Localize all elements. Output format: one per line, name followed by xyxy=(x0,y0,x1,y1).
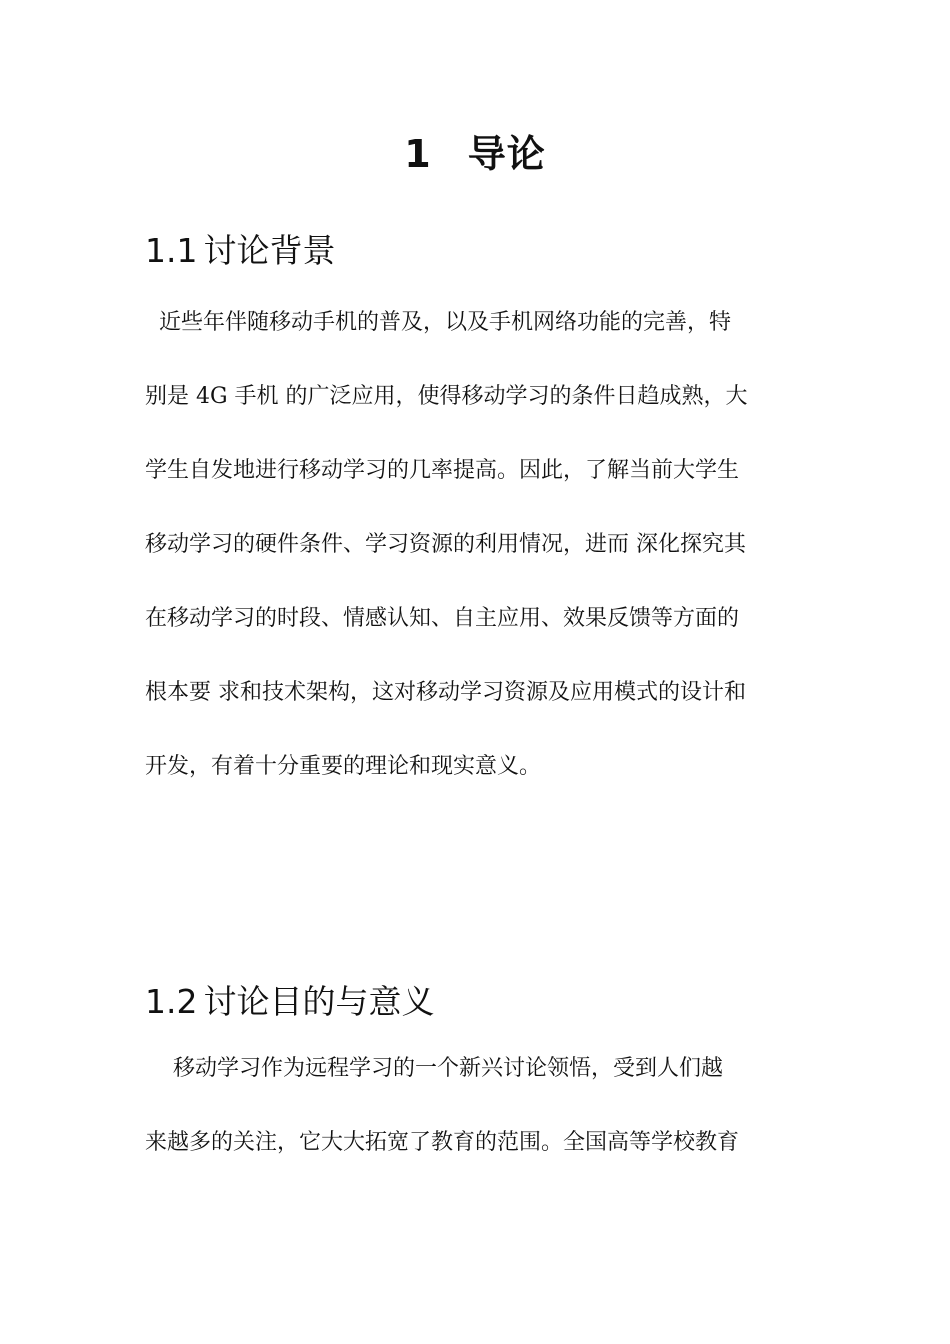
paragraph-purpose xyxy=(145,1032,810,1180)
paragraph-line: 根本要 求和技术架构，这对移动学习资源及应用模式的设计和 xyxy=(145,680,746,705)
paragraph-line: 移动学习的硬件条件、学习资源的利用情况，进而 深化探究其 xyxy=(145,532,746,557)
paragraph-line: 近些年伴随移动手机的普及，以及手机网络功能的完善，特 xyxy=(145,310,731,335)
paragraph-line: 学生自发地进行移动学习的几率提高。因此，了解当前大学生 xyxy=(145,458,740,483)
paragraph-line: 移动学习作为远程学习的一个新兴讨论领悟，受到人们越 xyxy=(145,1056,723,1081)
paragraph-line: 别是 4G 手机 的广泛应用，使得移动学习的条件日趋成熟，大 xyxy=(145,384,748,409)
section-number: 1.1 xyxy=(145,231,198,270)
paragraph-background xyxy=(145,286,810,804)
chapter-title-text: 导论 xyxy=(467,132,546,176)
section-title-text: 讨论目的与意义 xyxy=(203,982,435,1021)
paragraph-line: 开发，有着十分重要的理论和现实意义。 xyxy=(145,754,542,779)
chapter-title xyxy=(0,124,950,184)
chapter-number: 1 xyxy=(404,132,432,176)
section-title-text: 讨论背景 xyxy=(203,231,336,270)
paragraph-line: 在移动学习的时段、情感认知、自主应用、效果反馈等方面的 xyxy=(145,606,740,631)
section-heading-background xyxy=(145,226,335,276)
section-heading-purpose xyxy=(145,977,434,1027)
paragraph-line: 来越多的关注，它大大拓宽了教育的范围。全国高等学校教育 xyxy=(145,1130,740,1155)
section-number: 1.2 xyxy=(145,982,198,1021)
